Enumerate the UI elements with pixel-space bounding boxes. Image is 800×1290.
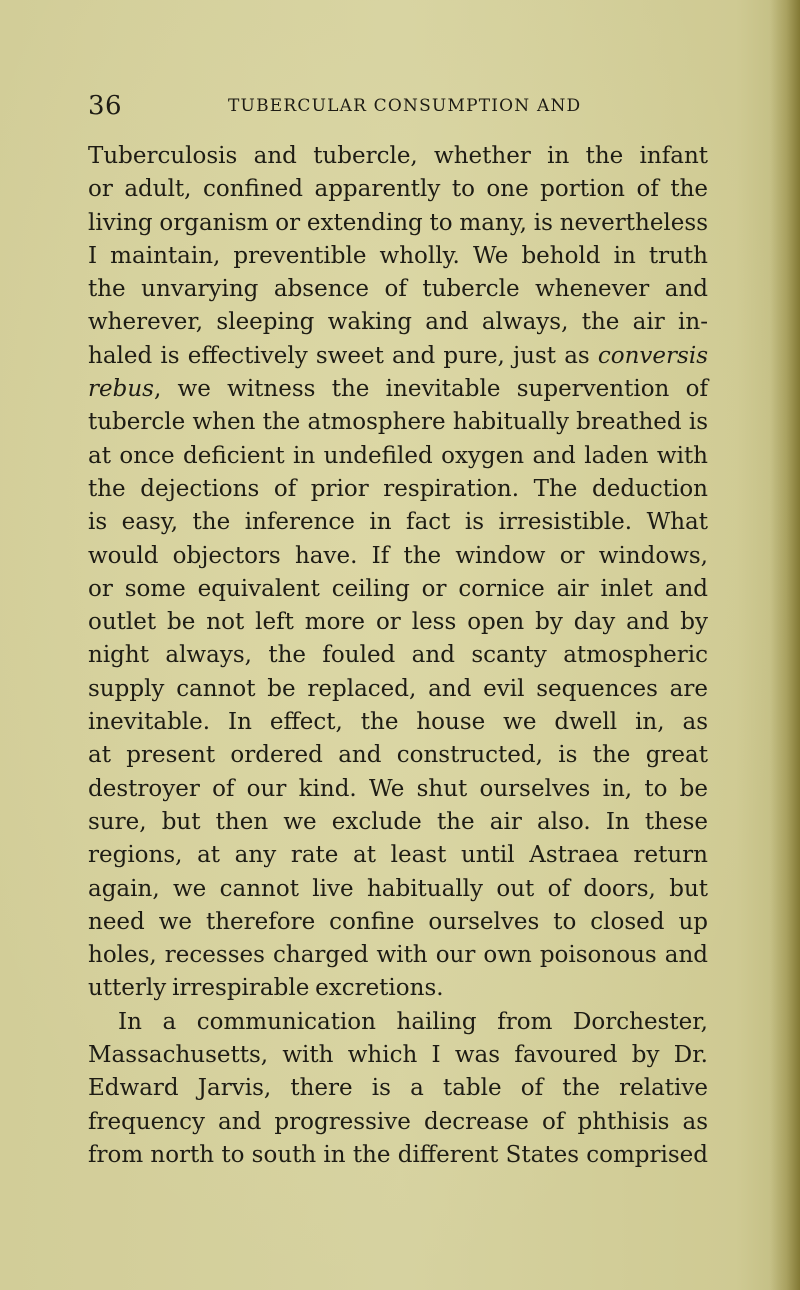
text-line: from north to south in the different States comprised bbox=[88, 1141, 708, 1168]
text-line: or some equivalent ceiling or cornice air inlet and bbox=[88, 575, 708, 602]
text-line: holes, recesses charged with our own poisonous and bbox=[88, 942, 708, 969]
text-line: at present ordered and constructed, is the great bbox=[88, 742, 708, 769]
text-line: the dejections of prior respiration. The deduction bbox=[88, 475, 708, 502]
text-line: night always, the fouled and scanty atmospheric bbox=[88, 642, 708, 669]
page-edge-shadow bbox=[770, 0, 800, 1290]
text-line: need we therefore confine ourselves to closed up bbox=[88, 908, 708, 935]
paragraph-start-line: In a communication hailing from Dorchester, bbox=[118, 1008, 708, 1035]
text-line: would objectors have. If the window or windows, bbox=[88, 542, 708, 569]
paragraph-end-line: utterly irrespirable excretions. bbox=[88, 975, 444, 1002]
text-line: again, we cannot live habitually out of doors, but bbox=[88, 875, 708, 902]
running-head: TUBERCULAR CONSUMPTION AND bbox=[228, 96, 582, 116]
text-line: destroyer of our kind. We shut ourselves in, to be bbox=[88, 775, 708, 802]
text-line: inevitable. In effect, the house we dwell in, as bbox=[88, 709, 708, 736]
text-line: at once deficient in undefiled oxygen and laden with bbox=[88, 442, 708, 469]
text-line: Edward Jarvis, there is a table of the relative bbox=[88, 1075, 708, 1102]
text-line: rebus, we witness the inevitable supervention of bbox=[88, 376, 708, 403]
text-line: regions, at any rate at least until Astraea return bbox=[88, 842, 708, 869]
text-line: Tuberculosis and tubercle, whether in the infant bbox=[88, 143, 708, 169]
text-line: wherever, sleeping waking and always, the air in- bbox=[88, 309, 708, 336]
text-line: living organism or extending to many, is nevertheless bbox=[88, 209, 708, 236]
text-line: or adult, confined apparently to one portion of the bbox=[88, 176, 708, 203]
text-line: outlet be not left more or less open by day and by bbox=[88, 609, 708, 636]
page-header bbox=[88, 88, 708, 124]
text-line: haled is effectively sweet and pure, just as conversis bbox=[88, 342, 708, 369]
text-line: the unvarying absence of tubercle whenever and bbox=[88, 276, 708, 303]
text-line: I maintain, preventible wholly. We behold in truth bbox=[88, 242, 708, 269]
text-line: tubercle when the atmosphere habitually breathed is bbox=[88, 409, 708, 436]
body-text bbox=[88, 140, 708, 1172]
text-line: supply cannot be replaced, and evil sequences are bbox=[88, 675, 708, 702]
text-line: sure, but then we exclude the air also. In these bbox=[88, 808, 708, 835]
page-number: 36 bbox=[88, 91, 123, 121]
text-line: Massachusetts, with which I was favoured by Dr. bbox=[88, 1042, 708, 1069]
text-line: is easy, the inference in fact is irresistible. What bbox=[88, 509, 708, 536]
text-line: frequency and progressive decrease of phthisis as bbox=[88, 1108, 708, 1135]
